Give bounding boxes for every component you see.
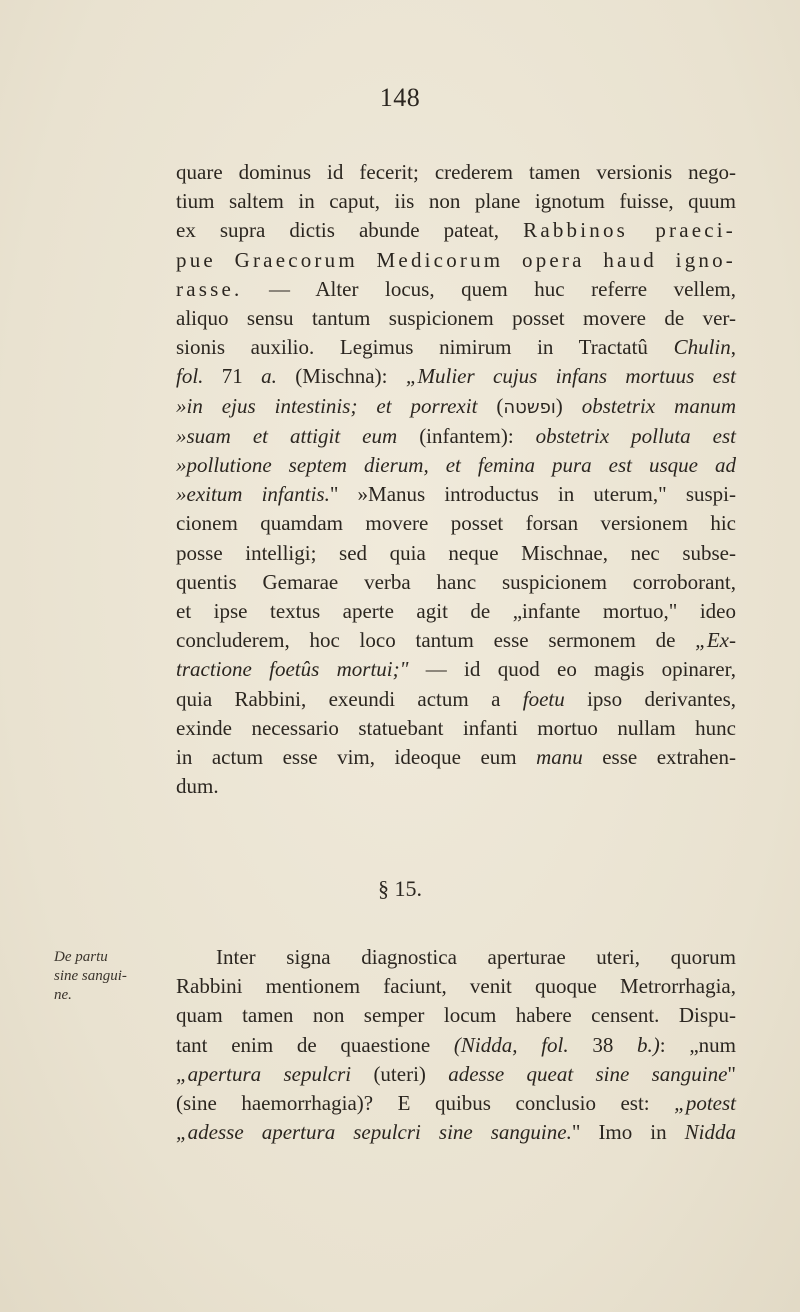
text-line: cionem quamdam movere posset forsan versionem hic [176,511,736,536]
text-line: tractione foetûs mortui;" — id quod eo magis opinarer, [176,657,736,682]
text-line: in actum esse vim, ideoque eum manu esse extrahen- [176,745,736,770]
text-line: quam tamen non semper locum habere censent. Dispu- [176,1003,736,1028]
text-line: quia Rabbini, exeundi actum a foetu ipso derivantes, [176,686,736,711]
text-line: »exitum infantis." »Manus introductus in uterum," suspi- [176,482,736,507]
margin-note: De partu sine sangui- ne. [54,949,127,1003]
text-line: tant enim de quaestione (Nidda, fol. 38 b.): „num [176,1032,736,1057]
text-line: aliquo sensu tantum suspicionem posset movere de ver- [176,306,736,331]
text-line: et ipse textus aperte agit de „infante mortuo," ideo [176,599,736,624]
section-heading: § 15. [378,876,422,901]
text-line: rasse. — Alter locus, quem huc referre vellem, [176,276,736,301]
text-line: sionis auxilio. Legimus nimirum in Tractatû Chulin, [176,335,736,360]
text-line: concluderem, hoc loco tantum esse sermonem de „Ex- [176,628,736,653]
text-line: »in ejus intestinis; et porrexit (ופשטה) obstetrix manum [176,393,736,418]
text-line: »pollutione septem dierum, et femina pura est usque ad [176,453,736,478]
text-line: »suam et attigit eum (infantem): obstetrix polluta est [176,423,737,448]
text-line: ex supra dictis abunde pateat, Rabbinos praeci- [176,218,736,243]
text-line: pue Graecorum Medicorum opera haud igno- [176,247,736,272]
text-line: Inter signa diagnostica aperturae uteri, quorum [216,945,736,969]
hebrew-word: ופשטה [503,396,556,418]
text-line: „apertura sepulcri (uteri) adesse queat sine sanguine" [176,1061,736,1086]
text-line: (sine haemorrhagia)? E quibus conclusio est: „potest [176,1091,736,1116]
text-line: tium saltem in caput, iis non plane ignotum fuisse, quum [176,189,736,214]
text-line: quentis Gemarae verba hanc suspicionem corroborant, [176,569,736,594]
paragraph-main [176,158,736,801]
text-line: „adesse apertura sepulcri sine sanguine." Imo in Nidda [176,1120,737,1145]
text-line: dum. [176,774,219,799]
text-line: quare dominus id fecerit; crederem tamen versionis nego- [176,160,736,184]
text-line: posse intelligi; sed quia neque Mischnae, nec subse- [176,540,736,565]
text-line: fol. 71 a. (Mischna): „Mulier cujus infans mortuus est [176,364,736,389]
text-line: exinde necessario statuebant infanti mortuo nullam hunc [176,715,736,740]
paragraph-section-15 [176,943,736,1147]
page-number: 148 [379,83,421,112]
text-line: Rabbini mentionem faciunt, venit quoque Metrorrhagia, [176,974,736,999]
